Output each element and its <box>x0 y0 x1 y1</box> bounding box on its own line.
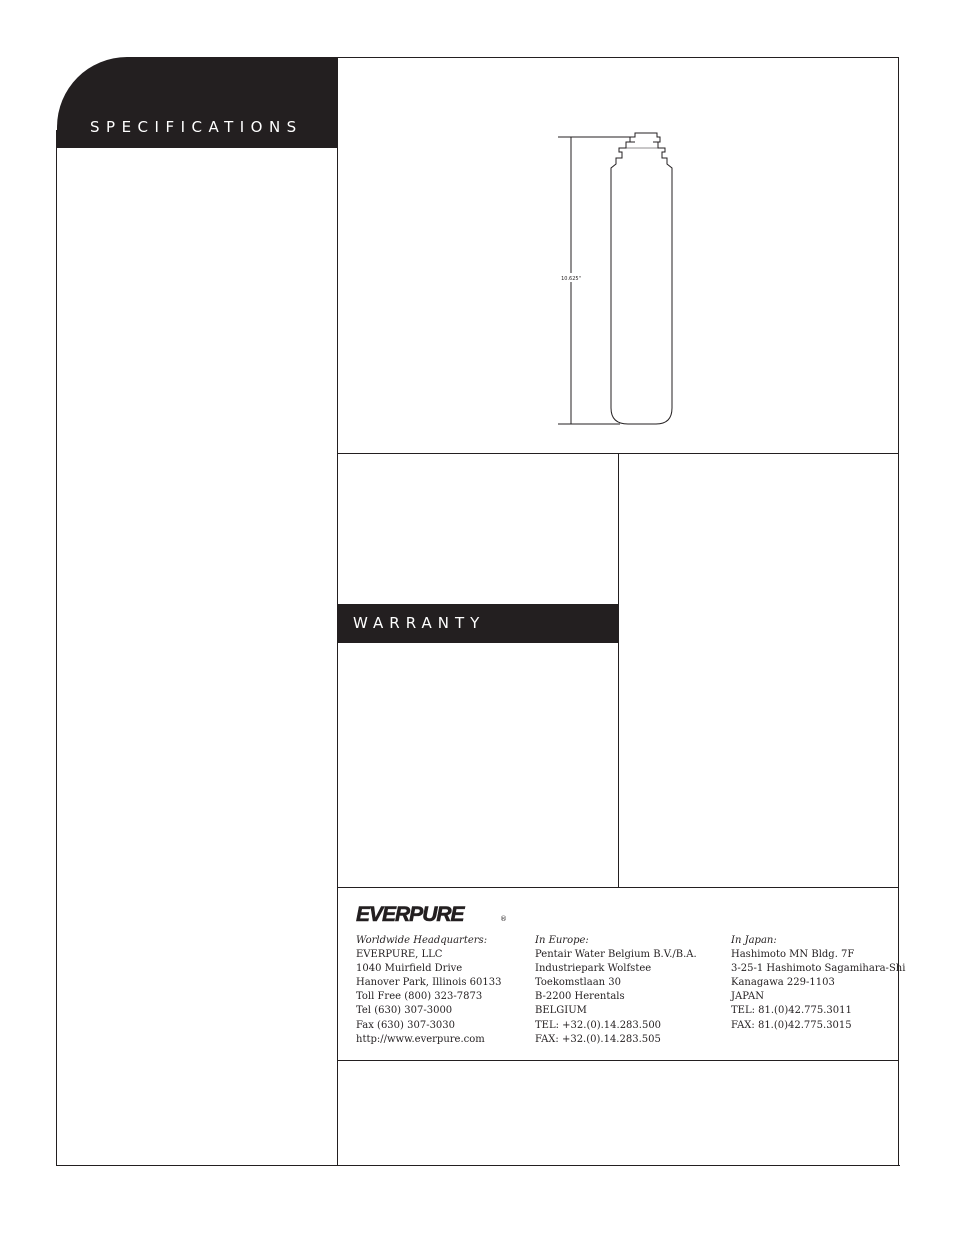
top-border <box>337 57 899 58</box>
address-line: Fax (630) 307-3030 <box>356 1019 456 1031</box>
address-line: Toekomstlaan 30 <box>535 977 622 989</box>
address-line: Industriepark Wolfstee <box>535 963 652 975</box>
address-line: Kanagawa 229-1103 <box>731 977 835 989</box>
address-line: TEL: 81.(0)42.775.3011 <box>731 1005 852 1017</box>
address-line: B-2200 Herentals <box>535 991 625 1003</box>
worldwide-heading: Worldwide Headquarters: <box>356 935 488 946</box>
worldwide-address <box>356 934 501 1047</box>
address-line: 1040 Muirfield Drive <box>356 963 463 975</box>
footer-bottom-line <box>337 1060 899 1061</box>
address-line: 3-25-1 Hashimoto Sagamihara-Shi <box>731 963 906 975</box>
registered-mark: ® <box>500 915 507 923</box>
dimension-label: 10.625" <box>561 276 581 282</box>
address-line: JAPAN <box>731 991 765 1003</box>
address-line: FAX: +32.(0).14.283.505 <box>535 1033 661 1045</box>
europe-address <box>535 934 697 1047</box>
bottom-border <box>56 1165 900 1166</box>
website-link[interactable]: http://www.everpure.com <box>356 1033 485 1045</box>
address-line: Tel (630) 307-3000 <box>356 1005 453 1017</box>
address-line: Hashimoto MN Bldg. 7F <box>731 949 855 961</box>
address-line: Hanover Park, Illinois 60133 <box>356 977 502 989</box>
japan-address <box>731 934 905 1033</box>
footer-top-line <box>337 887 899 888</box>
left-border <box>56 130 57 1166</box>
address-line: Toll Free (800) 323-7873 <box>356 991 483 1003</box>
middle-divider <box>618 453 619 887</box>
filter-cartridge-drawing <box>540 128 700 428</box>
address-line: BELGIUM <box>535 1005 587 1017</box>
address-line: TEL: +32.(0).14.283.500 <box>535 1019 662 1031</box>
address-line: EVERPURE, LLC <box>356 949 443 961</box>
specifications-title: SPECIFICATIONS <box>90 118 303 136</box>
address-line: FAX: 81.(0)42.775.3015 <box>731 1019 852 1031</box>
japan-heading: In Japan: <box>731 935 777 946</box>
everpure-logo <box>356 902 508 924</box>
warranty-title: WARRANTY <box>353 614 486 632</box>
cartridge-outline <box>611 133 672 424</box>
address-line: Pentair Water Belgium B.V./B.A. <box>535 949 697 961</box>
europe-heading: In Europe: <box>535 935 589 946</box>
logo-text: EVERPURE <box>356 903 464 924</box>
